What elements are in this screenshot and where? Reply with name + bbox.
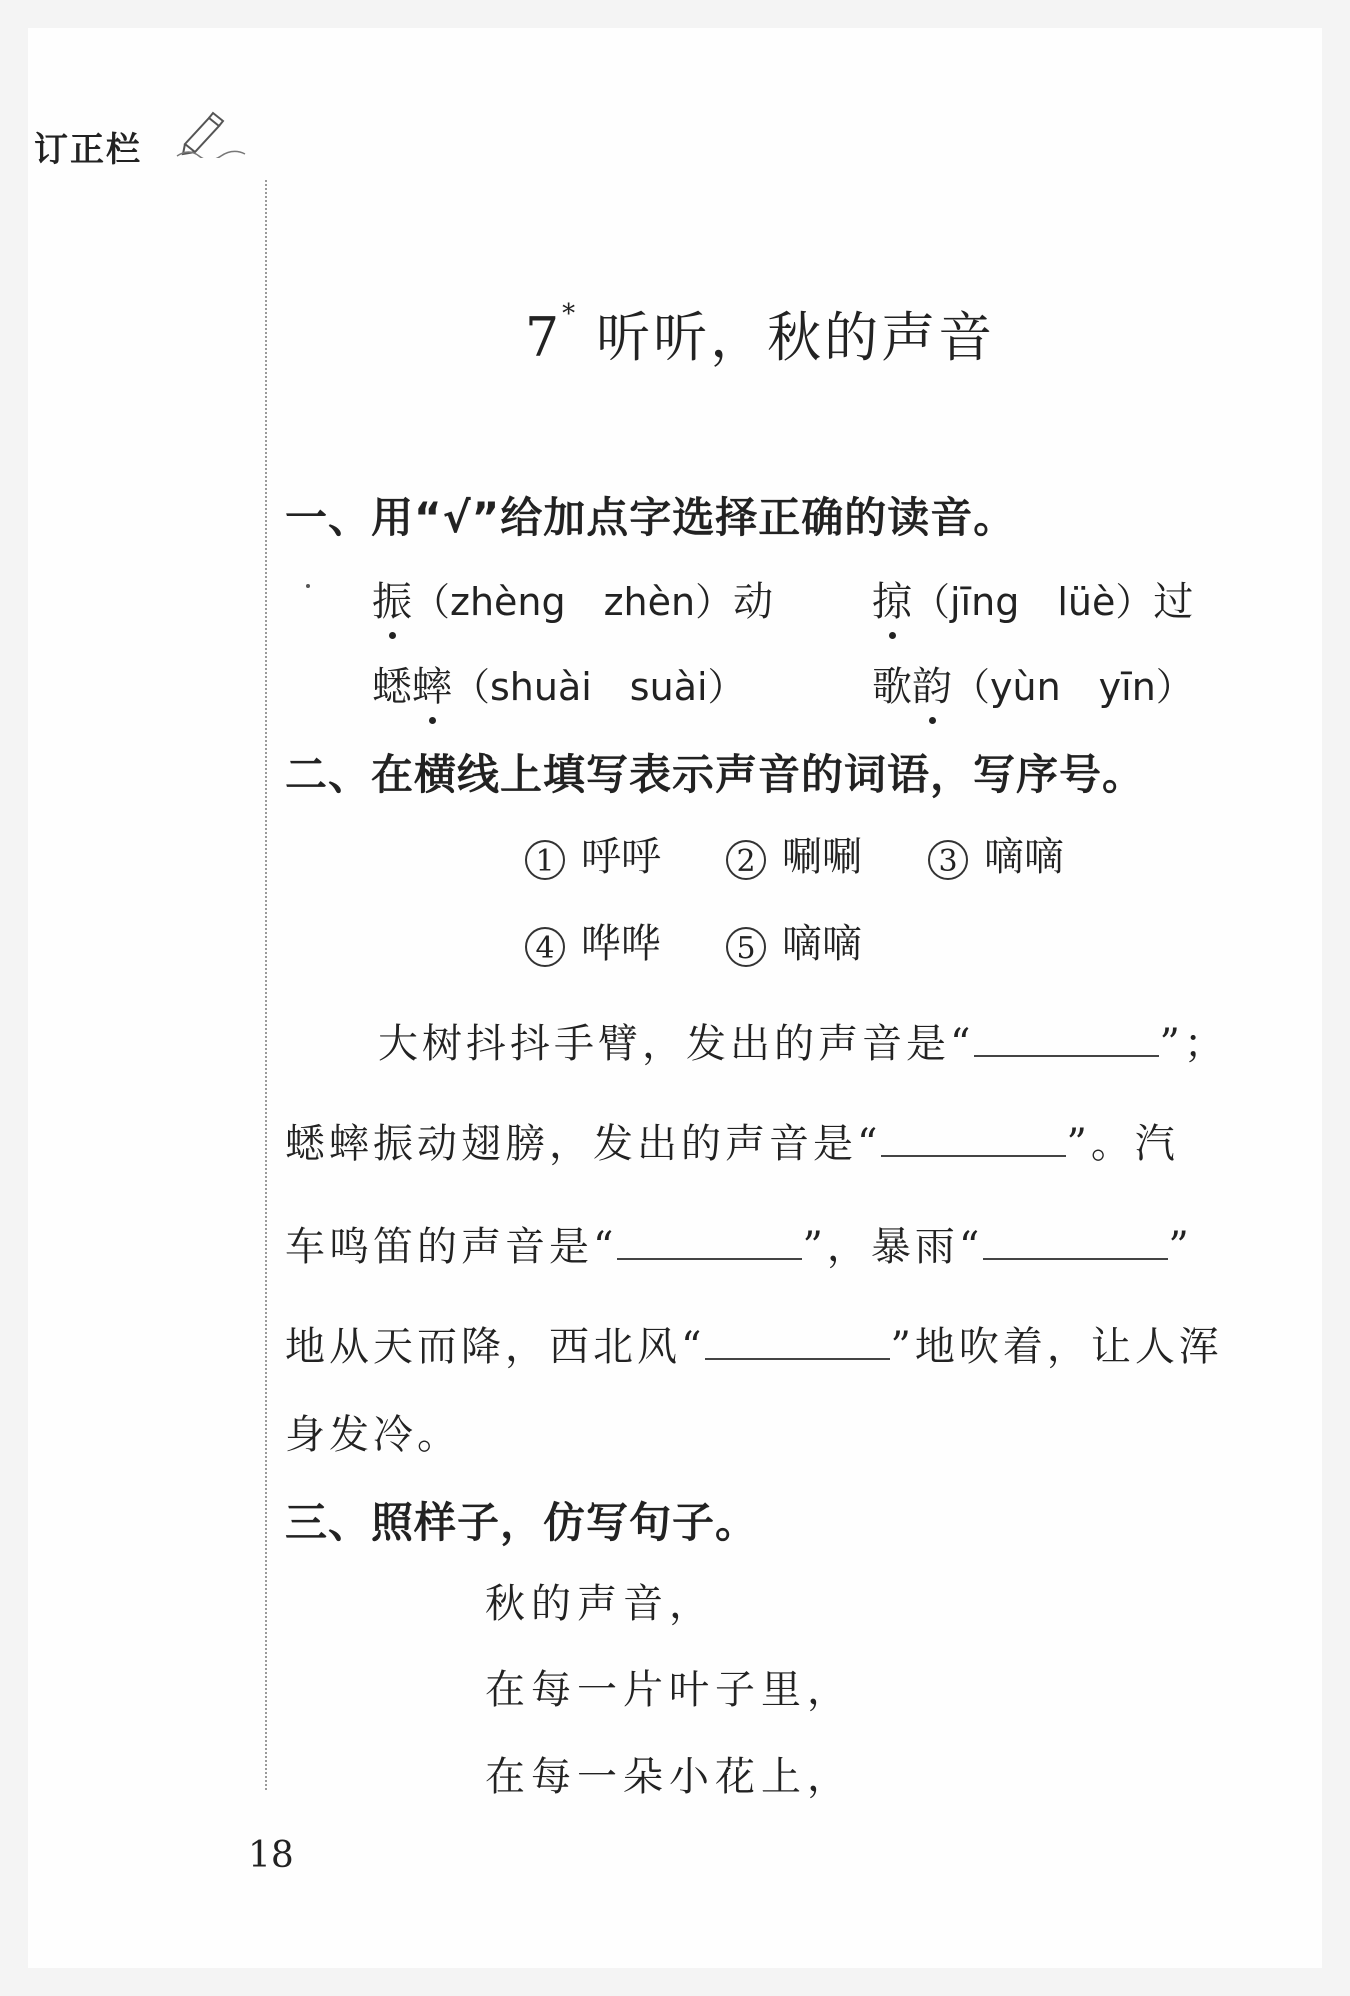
pinyin-item-1: 振（zhèng zhèn）动 (372, 570, 773, 627)
page-number: 18 (248, 1835, 294, 1876)
lesson-title (0, 295, 1350, 372)
fill-line-2: 蟋蟀振动翅膀，发出的声音是“ ”。汽 (285, 1121, 1179, 1167)
fill-line-3: 车鸣笛的声音是“ ”，暴雨“ ” (285, 1224, 1193, 1270)
option-5: 5 嘀嘀 (726, 912, 862, 969)
option-4: 4 哗哗 (525, 912, 661, 969)
pinyin-item-2: 掠（jīng lüè）过 (872, 570, 1193, 627)
option-3: 3 嘀嘀 (928, 825, 1064, 882)
option-1: 1 呼呼 (525, 825, 661, 882)
section2-heading: 二、在横线上填写表示声音的词语，写序号。 (285, 750, 1146, 799)
fill-line-1: 大树抖抖手臂，发出的声音是“ ”； (378, 1021, 1228, 1067)
margin-divider (265, 180, 267, 1790)
poem-line-2: 在每一片叶子里， (485, 1667, 853, 1713)
fill-line-5: 身发冷。 (285, 1412, 461, 1458)
pinyin-item-4: 歌韵（yùn yīn） (872, 655, 1194, 712)
correction-column-label: 订正栏 (34, 130, 142, 170)
answer-blank-1[interactable] (974, 1021, 1159, 1057)
answer-blank-4[interactable] (983, 1224, 1168, 1260)
fill-line-4: 地从天而降，西北风“ ”地吹着，让人浑 (285, 1324, 1223, 1370)
pencil-icon (175, 108, 255, 158)
lesson-number: 7 (524, 306, 563, 369)
option-2: 2 唰唰 (726, 825, 862, 882)
lesson-title-text: 听听，秋的声音 (596, 306, 996, 369)
answer-blank-5[interactable] (705, 1324, 890, 1360)
answer-blank-3[interactable] (617, 1224, 802, 1260)
lesson-mark: * (562, 299, 579, 329)
pinyin-item-3: 蟋蟀（shuài suài） (372, 655, 746, 712)
section1-heading: 一、用“√”给加点字选择正确的读音。 (285, 493, 1017, 542)
poem-line-3: 在每一朵小花上， (485, 1754, 853, 1800)
poem-line-1: 秋的声音， (485, 1581, 715, 1627)
section3-heading: 三、照样子，仿写句子。 (285, 1498, 759, 1547)
answer-blank-2[interactable] (881, 1121, 1066, 1157)
stray-mark (306, 584, 310, 588)
